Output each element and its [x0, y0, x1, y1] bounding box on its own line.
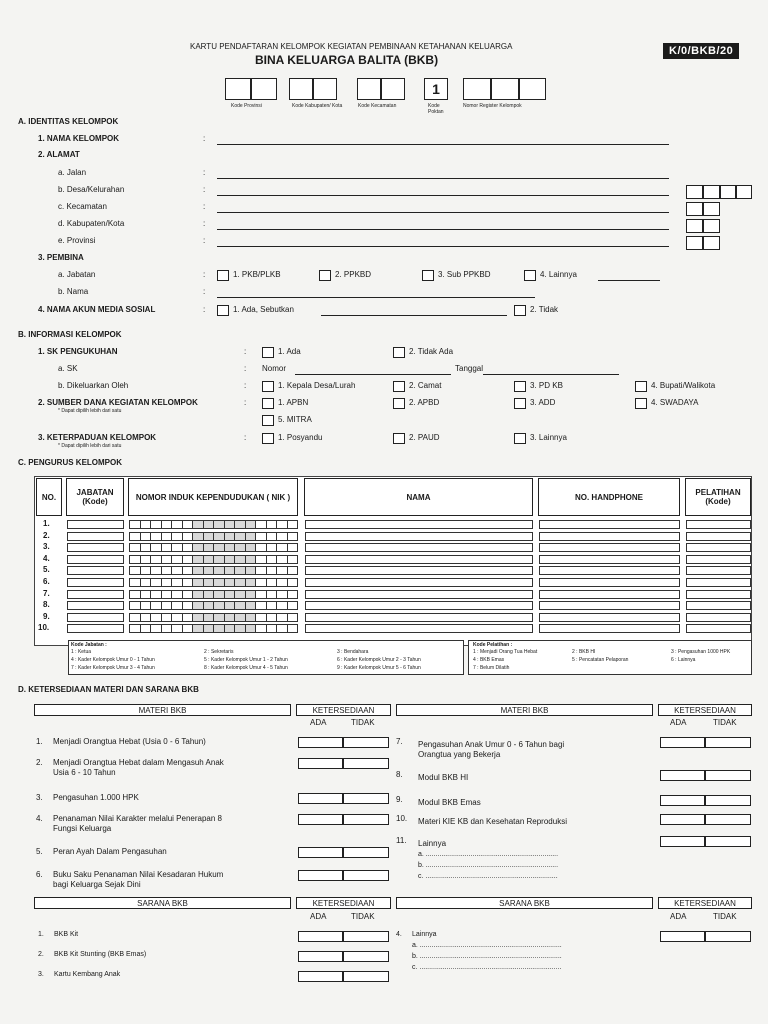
materi-number: 10.: [396, 814, 408, 823]
option-sk-ada: 1. Ada: [278, 347, 301, 356]
nik-cell[interactable]: [129, 555, 298, 564]
jabatan-cell[interactable]: [67, 578, 124, 587]
row-number: 7.: [43, 588, 50, 598]
tanggal-sk-input[interactable]: [483, 374, 619, 375]
sarana-lainnya-number: 4.: [396, 931, 402, 938]
sarana-line-c[interactable]: c. .........................................................................: [412, 964, 562, 971]
option-pdkb: 3. PD KB: [530, 381, 563, 390]
row-number: 6.: [43, 577, 50, 586]
kode-jabatan-item: 8 : Kader Kelompok Umur 4 - 5 Tahun: [204, 665, 288, 671]
materi-number: 7.: [396, 737, 403, 746]
materi-label-cont: Fungsi Keluarga: [53, 824, 112, 833]
label-kecamatan: c. Kecamatan: [58, 202, 107, 211]
kode-pelatihan-title: Kode Pelatihan :: [473, 642, 513, 648]
checkbox-apbn[interactable]: [262, 398, 274, 409]
materi-tidak-box[interactable]: [705, 814, 751, 825]
materi-ada-box[interactable]: [298, 847, 343, 858]
checkbox-swadaya[interactable]: [635, 398, 647, 409]
materi-number: 5.: [36, 847, 43, 856]
checkbox-ket-lainnya[interactable]: [514, 433, 526, 444]
option-pkb: 1. PKB/PLKB: [233, 270, 281, 279]
handphone-cell[interactable]: [539, 590, 680, 599]
nik-cell[interactable]: [129, 613, 298, 622]
pelatihan-cell[interactable]: [686, 555, 751, 564]
materi-ada-box[interactable]: [298, 758, 343, 769]
checkbox-mitra[interactable]: [262, 415, 274, 426]
materi-number: 8.: [396, 770, 403, 779]
nomor-sk-input[interactable]: [295, 374, 451, 375]
materi-label: Pengasuhan 1.000 HPK: [53, 793, 139, 802]
nama-cell[interactable]: [305, 601, 533, 610]
nama-cell[interactable]: [305, 578, 533, 587]
handphone-cell[interactable]: [539, 578, 680, 587]
colon: :: [203, 287, 206, 296]
nik-cell[interactable]: [129, 532, 298, 541]
sarana-label: BKB Kit: [54, 931, 79, 938]
materi-header-right: MATERI BKB: [396, 704, 653, 716]
option-camat: 2. Camat: [409, 381, 442, 390]
colon: :: [203, 202, 206, 211]
sarana-lainnya-label: Lainnya: [412, 931, 437, 938]
col-nik: NOMOR INDUK KEPENDUDUKAN ( NIK ): [128, 478, 298, 516]
ketersediaan-header-right: KETERSEDIAAN: [658, 704, 752, 716]
materi-label: Menjadi Orangtua Hebat dalam Mengasuh Anak: [53, 758, 224, 767]
materi-tidak-box[interactable]: [343, 847, 389, 858]
jabatan-cell[interactable]: [67, 555, 124, 564]
materi-number: 11.: [396, 836, 407, 845]
jabatan-cell[interactable]: [67, 590, 124, 599]
checkbox-akun-ada[interactable]: [217, 305, 229, 316]
checkbox-pkb[interactable]: [217, 270, 229, 281]
nik-cell[interactable]: [129, 601, 298, 610]
section-b-title: B. INFORMASI KELOMPOK: [18, 330, 122, 339]
kode-kab-small-box[interactable]: [703, 219, 720, 233]
materi-ada-box[interactable]: [298, 870, 343, 881]
label-kode-poktan: Kode Poktan: [428, 103, 444, 115]
note-sumber: * Dapat dipilih lebih dari satu: [58, 408, 122, 414]
option-apbn: 1. APBN: [278, 398, 309, 407]
sarana-tidak-box[interactable]: [343, 971, 389, 982]
materi-label: Pengasuhan Anak Umur 0 - 6 Tahun bagi: [418, 740, 565, 749]
option-apbd: 2. APBD: [409, 398, 440, 407]
section-c-title: C. PENGURUS KELOMPOK: [18, 458, 123, 467]
colon: :: [244, 433, 247, 442]
col-pelatihan: PELATIHAN (Kode): [685, 478, 751, 516]
pelatihan-cell[interactable]: [686, 543, 751, 552]
row-number: 5.: [43, 565, 50, 575]
jabatan-cell[interactable]: [67, 624, 124, 633]
jabatan-cell[interactable]: [67, 601, 124, 610]
checkbox-ppkbd[interactable]: [319, 270, 331, 281]
materi-ada-box[interactable]: [660, 814, 705, 825]
colon: :: [244, 398, 247, 407]
label-nama-pembina: b. Nama: [58, 287, 89, 296]
materi-ada-box[interactable]: [298, 793, 343, 804]
register-box-1[interactable]: [463, 78, 491, 100]
materi-header-left: MATERI BKB: [34, 704, 291, 716]
label-desa: b. Desa/Kelurahan: [58, 185, 125, 194]
nama-pembina-input[interactable]: [217, 297, 535, 298]
label-akun-medsos: 4. NAMA AKUN MEDIA SOSIAL: [38, 305, 156, 314]
section-a-title: A. IDENTITAS KELOMPOK: [18, 117, 119, 126]
materi-number: 1.: [36, 737, 43, 746]
pelatihan-cell[interactable]: [686, 601, 751, 610]
nama-cell[interactable]: [305, 613, 533, 622]
ada-label: ADA: [310, 718, 327, 727]
kabupaten-input[interactable]: [217, 229, 669, 230]
checkbox-sk-ada[interactable]: [262, 347, 274, 358]
jabatan-cell[interactable]: [67, 532, 124, 541]
handphone-cell[interactable]: [539, 520, 680, 529]
kode-pelatihan-legend: [468, 640, 752, 675]
jalan-input[interactable]: [217, 178, 669, 179]
colon: :: [203, 236, 206, 245]
materi-tidak-box[interactable]: [343, 758, 389, 769]
kode-pelatihan-item: 6 : Lainnya: [671, 657, 696, 663]
checkbox-camat[interactable]: [393, 381, 405, 392]
sarana-line-a[interactable]: a. .........................................................................: [412, 942, 562, 949]
kode-provinsi-box-2[interactable]: [251, 78, 277, 100]
kode-jabatan-item: 5 : Kader Kelompok Umur 1 - 2 Tahun: [204, 657, 288, 663]
materi-number: 9.: [396, 795, 403, 804]
materi-number: 4.: [36, 814, 43, 823]
label-kabupaten: d. Kabupaten/Kota: [58, 219, 125, 228]
kode-kec-box-2[interactable]: [381, 78, 405, 100]
sarana-line-b[interactable]: b. .........................................................................: [412, 953, 562, 960]
materi-label: Modul BKB HI: [418, 773, 469, 782]
kode-pelatihan-item: 7 : Belum Dilatih: [473, 665, 510, 671]
materi-label: Menjadi Orangtua Hebat (Usia 0 - 6 Tahun): [53, 737, 206, 746]
materi-label: Modul BKB Emas: [418, 798, 481, 807]
label-alamat: 2. ALAMAT: [38, 150, 80, 159]
kode-kec-small-box[interactable]: [703, 202, 720, 216]
sarana-number: 1.: [38, 931, 44, 938]
kode-provinsi-box-1[interactable]: [225, 78, 251, 100]
materi-label-cont: bagi Keluarga Sejak Dini: [53, 880, 141, 889]
label-tanggal: Tanggal: [455, 364, 484, 373]
kode-kab-small-box[interactable]: [686, 219, 703, 233]
jabatan-cell[interactable]: [67, 520, 124, 529]
kode-pelatihan-item: 2 : BKB HI: [572, 649, 596, 655]
ketersediaan-sarana-left: KETERSEDIAAN: [296, 897, 391, 909]
kode-jabatan-item: 1 : Ketua: [71, 649, 92, 655]
kode-jabatan-legend: [68, 640, 464, 675]
checkbox-paud[interactable]: [393, 433, 405, 444]
ketersediaan-header-left: KETERSEDIAAN: [296, 704, 391, 716]
materi-ada-box[interactable]: [298, 737, 343, 748]
kode-jabatan-item: 2 : Sekretaris: [204, 649, 234, 655]
materi-ada-box[interactable]: [660, 770, 705, 781]
ada-label: ADA: [310, 912, 327, 921]
nik-cell[interactable]: [129, 590, 298, 599]
pelatihan-cell[interactable]: [686, 578, 751, 587]
col-no: NO.: [36, 478, 62, 516]
row-number: 9.: [43, 611, 50, 621]
nama-cell[interactable]: [305, 543, 533, 552]
pelatihan-cell[interactable]: [686, 624, 751, 633]
handphone-cell[interactable]: [539, 555, 680, 564]
colon: :: [244, 347, 247, 356]
handphone-cell[interactable]: [539, 532, 680, 541]
option-ppkbd: 2. PPKBD: [335, 270, 372, 279]
option-posyandu: 1. Posyandu: [278, 433, 323, 442]
nik-cell[interactable]: [129, 624, 298, 633]
materi-tidak-box[interactable]: [343, 870, 389, 881]
label-jabatan: a. Jabatan: [58, 270, 96, 279]
colon: :: [203, 270, 206, 279]
materi-ada-box[interactable]: [660, 737, 705, 748]
form-code: K/0/BKB/20: [663, 43, 739, 59]
option-kepala-desa: 1. Kepala Desa/Lurah: [278, 381, 356, 390]
ada-label: ADA: [670, 912, 687, 921]
sarana-label: BKB Kit Stunting (BKB Emas): [54, 951, 147, 958]
sarana-lainnya-ada-box[interactable]: [660, 931, 705, 942]
row-number: 1.: [43, 519, 50, 528]
provinsi-input[interactable]: [217, 246, 669, 247]
col-handphone: NO. HANDPHONE: [538, 478, 680, 516]
option-swadaya: 4. SWADAYA: [651, 398, 699, 407]
label-register: Nomor Register Kelompok: [463, 103, 522, 109]
row-number: 4.: [43, 553, 50, 563]
materi-label: Penanaman Nilai Karakter melalui Penerapan 8: [53, 814, 222, 823]
pelatihan-cell[interactable]: [686, 590, 751, 599]
materi-label: Buku Saku Penanaman Nilai Kesadaran Hukum: [53, 870, 224, 879]
label-a-sk: a. SK: [58, 364, 78, 373]
tidak-label: TIDAK: [351, 718, 375, 727]
sarana-ada-box[interactable]: [298, 931, 343, 942]
nama-cell[interactable]: [305, 590, 533, 599]
colon: :: [203, 219, 206, 228]
materi-number: 3.: [36, 793, 43, 802]
kode-jabatan-item: 4 : Kader Kelompok Umur 0 - 1 Tahun: [71, 657, 155, 663]
colon: :: [203, 305, 206, 314]
col-nama: NAMA: [304, 478, 533, 516]
handphone-cell[interactable]: [539, 624, 680, 633]
row-number: 3.: [43, 542, 50, 552]
materi-tidak-box[interactable]: [343, 737, 389, 748]
checkbox-akun-tidak[interactable]: [514, 305, 526, 316]
lainnya-line-b[interactable]: b. ....................................................................: [418, 862, 559, 869]
register-box-3[interactable]: [519, 78, 546, 100]
kode-pelatihan-item: 4 : BKB Emas: [473, 657, 505, 663]
nik-cell[interactable]: [129, 566, 298, 575]
kode-kec-small-box[interactable]: [686, 202, 703, 216]
row-number: 2.: [43, 530, 50, 540]
kode-kab-box-2[interactable]: [313, 78, 337, 100]
tidak-label: TIDAK: [713, 912, 737, 921]
kode-desa-box[interactable]: [736, 185, 752, 199]
materi-label-cont: Usia 6 - 10 Tahun: [53, 768, 116, 777]
materi-label: Materi KIE KB dan Kesehatan Reproduksi: [418, 817, 567, 826]
nik-cell[interactable]: [129, 543, 298, 552]
materi-tidak-box[interactable]: [343, 793, 389, 804]
handphone-cell[interactable]: [539, 601, 680, 610]
checkbox-posyandu[interactable]: [262, 433, 274, 444]
colon: :: [203, 185, 206, 194]
label-kode-kab: Kode Kabupaten/ Kota: [292, 103, 343, 109]
materi-ada-box[interactable]: [660, 795, 705, 806]
handphone-cell[interactable]: [539, 566, 680, 575]
materi-ada-box[interactable]: [660, 836, 705, 847]
checkbox-add[interactable]: [514, 398, 526, 409]
kode-poktan-box: 1: [424, 78, 448, 100]
lainnya-line-a[interactable]: a. ....................................................................: [418, 851, 559, 858]
materi-label: Peran Ayah Dalam Pengasuhan: [53, 847, 167, 856]
colon: :: [203, 134, 206, 143]
checkbox-sub-ppkbd[interactable]: [422, 270, 434, 281]
nama-cell[interactable]: [305, 555, 533, 564]
label-provinsi: e. Provinsi: [58, 236, 96, 245]
kode-kec-box-1[interactable]: [357, 78, 381, 100]
lainnya-line-c[interactable]: c. ....................................................................: [418, 873, 558, 880]
option-paud: 2. PAUD: [409, 433, 440, 442]
pelatihan-cell[interactable]: [686, 613, 751, 622]
option-mitra: 5. MITRA: [278, 415, 312, 424]
kecamatan-input[interactable]: [217, 212, 669, 213]
kode-jabatan-title: Kode Jabatan :: [71, 642, 107, 648]
lainnya-input[interactable]: [598, 280, 660, 281]
kode-prov-small-box[interactable]: [686, 236, 703, 250]
kode-jabatan-item: 9 : Kader Kelompok Umur 5 - 6 Tahun: [337, 665, 421, 671]
checkbox-pdkb[interactable]: [514, 381, 526, 392]
handphone-cell[interactable]: [539, 543, 680, 552]
section-d-title: D. KETERSEDIAAN MATERI DAN SARANA BKB: [18, 685, 199, 694]
label-sk: 1. SK PENGUKUHAN: [38, 347, 118, 356]
materi-tidak-box[interactable]: [705, 836, 751, 847]
option-ket-lainnya: 3. Lainnya: [530, 433, 567, 442]
jabatan-cell[interactable]: [67, 566, 124, 575]
row-number: 10.: [38, 623, 50, 633]
sarana-ada-box[interactable]: [298, 971, 343, 982]
nama-cell[interactable]: [305, 532, 533, 541]
checkbox-apbd[interactable]: [393, 398, 405, 409]
nama-cell[interactable]: [305, 520, 533, 529]
sarana-lainnya-tidak-box[interactable]: [705, 931, 751, 942]
kode-pelatihan-item: 3 : Pengasuhan 1000 HPK: [671, 649, 731, 655]
option-add: 3. ADD: [530, 398, 556, 407]
akun-medsos-input[interactable]: [321, 315, 507, 316]
materi-tidak-box[interactable]: [705, 770, 751, 781]
kode-kab-box-1[interactable]: [289, 78, 313, 100]
kode-desa-box[interactable]: [686, 185, 703, 199]
sarana-number: 3.: [38, 971, 44, 978]
option-akun-ada: 1. Ada, Sebutkan: [233, 305, 294, 314]
sarana-header-left: SARANA BKB: [34, 897, 291, 909]
kode-jabatan-item: 3 : Bendahara: [337, 649, 369, 655]
materi-label: Lainnya: [418, 839, 447, 848]
sarana-label: Kartu Kembang Anak: [54, 971, 121, 978]
label-kode-provinsi: Kode Provinsi: [231, 103, 262, 109]
row-number: 8.: [43, 600, 50, 610]
label-kode-kec: Kode Kecamatan: [358, 103, 397, 109]
desa-input[interactable]: [217, 195, 669, 196]
label-sumber-dana: 2. SUMBER DANA KEGIATAN KELOMPOK: [38, 398, 198, 407]
pelatihan-cell[interactable]: [686, 532, 751, 541]
option-sk-tidak: 2. Tidak Ada: [409, 347, 454, 356]
materi-number: 6.: [36, 870, 43, 879]
form-title: BINA KELUARGA BALITA (BKB): [255, 53, 439, 67]
col-jabatan: JABATAN (Kode): [66, 478, 124, 516]
materi-label-cont: Orangtua yang Bekerja: [418, 750, 501, 759]
checkbox-lainnya[interactable]: [524, 270, 536, 281]
ada-label: ADA: [670, 718, 687, 727]
materi-tidak-box[interactable]: [343, 814, 389, 825]
label-pembina: 3. PEMBINA: [38, 253, 84, 262]
ketersediaan-sarana-right: KETERSEDIAAN: [658, 897, 752, 909]
sarana-number: 2.: [38, 951, 44, 958]
kode-desa-box[interactable]: [703, 185, 720, 199]
pelatihan-cell[interactable]: [686, 520, 751, 529]
pelatihan-cell[interactable]: [686, 566, 751, 575]
tidak-label: TIDAK: [351, 912, 375, 921]
kode-desa-box[interactable]: [720, 185, 736, 199]
sarana-header-right: SARANA BKB: [396, 897, 653, 909]
jabatan-cell[interactable]: [67, 543, 124, 552]
form-subtitle: KARTU PENDAFTARAN KELOMPOK KEGIATAN PEMBINAAN KETAHANAN KELUARGA: [190, 42, 513, 51]
jabatan-cell[interactable]: [67, 613, 124, 622]
nik-cell[interactable]: [129, 520, 298, 529]
colon: :: [244, 381, 247, 390]
option-akun-tidak: 2. Tidak: [530, 305, 559, 314]
label-jalan: a. Jalan: [58, 168, 87, 177]
sarana-tidak-box[interactable]: [343, 951, 389, 962]
checkbox-bupati[interactable]: [635, 381, 647, 392]
sarana-ada-box[interactable]: [298, 951, 343, 962]
label-keterpaduan: 3. KETERPADUAN KELOMPOK: [38, 433, 157, 442]
handphone-cell[interactable]: [539, 613, 680, 622]
note-keterpaduan: * Dapat dipilih lebih dari satu: [58, 443, 122, 449]
materi-ada-box[interactable]: [298, 814, 343, 825]
nama-cell[interactable]: [305, 566, 533, 575]
label-nama-kelompok: 1. NAMA KELOMPOK: [38, 134, 120, 143]
label-dikeluarkan: b. Dikeluarkan Oleh: [58, 381, 129, 390]
materi-tidak-box[interactable]: [705, 795, 751, 806]
kode-jabatan-item: 6 : Kader Kelompok Umur 2 - 3 Tahun: [337, 657, 421, 663]
kode-jabatan-item: 7 : Kader Kelompok Umur 3 - 4 Tahun: [71, 665, 155, 671]
option-sub-ppkbd: 3. Sub PPKBD: [438, 270, 491, 279]
option-bupati: 4. Bupati/Walikota: [651, 381, 716, 390]
materi-tidak-box[interactable]: [705, 737, 751, 748]
materi-number: 2.: [36, 758, 43, 767]
nama-cell[interactable]: [305, 624, 533, 633]
kode-pelatihan-item: 5 : Pencatatan Pelaporan: [572, 657, 629, 663]
label-nomor: Nomor: [262, 364, 287, 373]
tidak-label: TIDAK: [713, 718, 737, 727]
checkbox-sk-tidak[interactable]: [393, 347, 405, 358]
nama-kelompok-input[interactable]: [217, 144, 669, 145]
option-lainnya: 4. Lainnya: [540, 270, 577, 279]
colon: :: [203, 168, 206, 177]
sarana-tidak-box[interactable]: [343, 931, 389, 942]
checkbox-kepala-desa[interactable]: [262, 381, 274, 392]
kode-prov-small-box[interactable]: [703, 236, 720, 250]
colon: :: [244, 364, 247, 373]
kode-pelatihan-item: 1 : Menjadi Orang Tua Hebat: [473, 649, 538, 655]
register-box-2[interactable]: [491, 78, 519, 100]
nik-cell[interactable]: [129, 578, 298, 587]
